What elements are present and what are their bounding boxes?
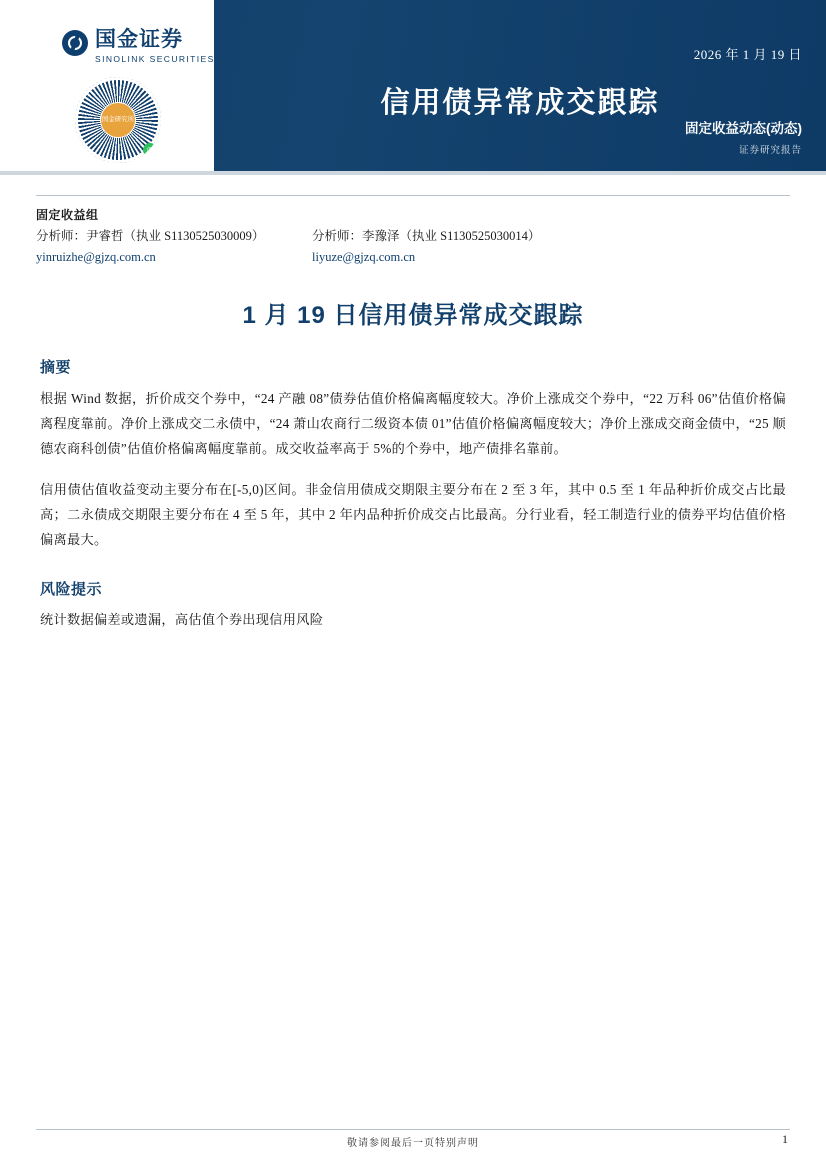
qr-center-label: 国金研究所 [101, 103, 135, 137]
analyst-primary-name: 分析师：尹睿哲（执业 S1130525030009） [36, 229, 265, 243]
analyst-emails-row [36, 248, 790, 267]
report-title: 信用债异常成交跟踪 [380, 87, 660, 119]
analyst-secondary-email[interactable]: liyuze@gjzq.com.cn [312, 250, 416, 264]
logo-company-name-cn: 国金证券 [95, 28, 183, 51]
qr-code-icon [75, 77, 161, 163]
page-footer [0, 1129, 826, 1155]
wechat-icon: ✆ [143, 143, 157, 157]
analyst-block [36, 195, 790, 267]
summary-heading: 摘要 [40, 359, 72, 376]
document-body [40, 295, 786, 632]
analyst-names-row [36, 227, 790, 246]
report-date: 2026 年 1 月 19 日 [693, 47, 802, 62]
risk-heading: 风险提示 [40, 581, 103, 598]
report-header-banner [0, 0, 826, 175]
summary-paragraph-2: 信用债估值收益变动主要分布在[-5,0)区间。非金信用债成交期限主要分布在 2 至 3 年，其中 0.5 至 1 年品种折价成交占比最高；二永债成交期限主要分布在 4 至 5 年，其中 2 年内品种折价成交占比最高。分行业看，轻工制造行业的债券平均估值价格偏离最大。 [40, 482, 786, 547]
analyst-group: 固定收益组 [36, 208, 99, 222]
analyst-primary-email[interactable]: yinruizhe@gjzq.com.cn [36, 250, 156, 264]
risk-paragraph: 统计数据偏差或遗漏，高估值个券出现信用风险 [40, 612, 324, 627]
analyst-secondary-name: 分析师：李豫泽（执业 S1130525030014） [312, 229, 541, 243]
summary-paragraph-1: 根据 Wind 数据，折价成交个券中，“24 产融 08”债券估值价格偏离幅度较大。净价上涨成交个券中，“22 万科 06”估值价格偏离程度靠前。净价上涨成交二永债中，“24 萧山农商行二级资本债 01”估值价格偏离幅度较大；净价上涨成交商金债中，“25 顺德农商科创债”估值价格偏离幅度靠前。成交收益率高于 5%的个券中，地产债排名靠前。 [40, 391, 786, 456]
logo-company-name-en: SINOLINK SECURITIES [95, 54, 215, 64]
company-logo [62, 28, 215, 64]
report-series: 固定收益动态(动态) [685, 121, 802, 136]
sinolink-logo-icon [62, 30, 88, 56]
report-doc-type: 证券研究报告 [738, 145, 802, 156]
footer-disclaimer: 敬请参阅最后一页特别声明 [347, 1138, 479, 1149]
page-title: 1 月 19 日信用债异常成交跟踪 [242, 302, 584, 329]
page-number: 1 [782, 1132, 788, 1146]
footer-divider [36, 1129, 790, 1130]
